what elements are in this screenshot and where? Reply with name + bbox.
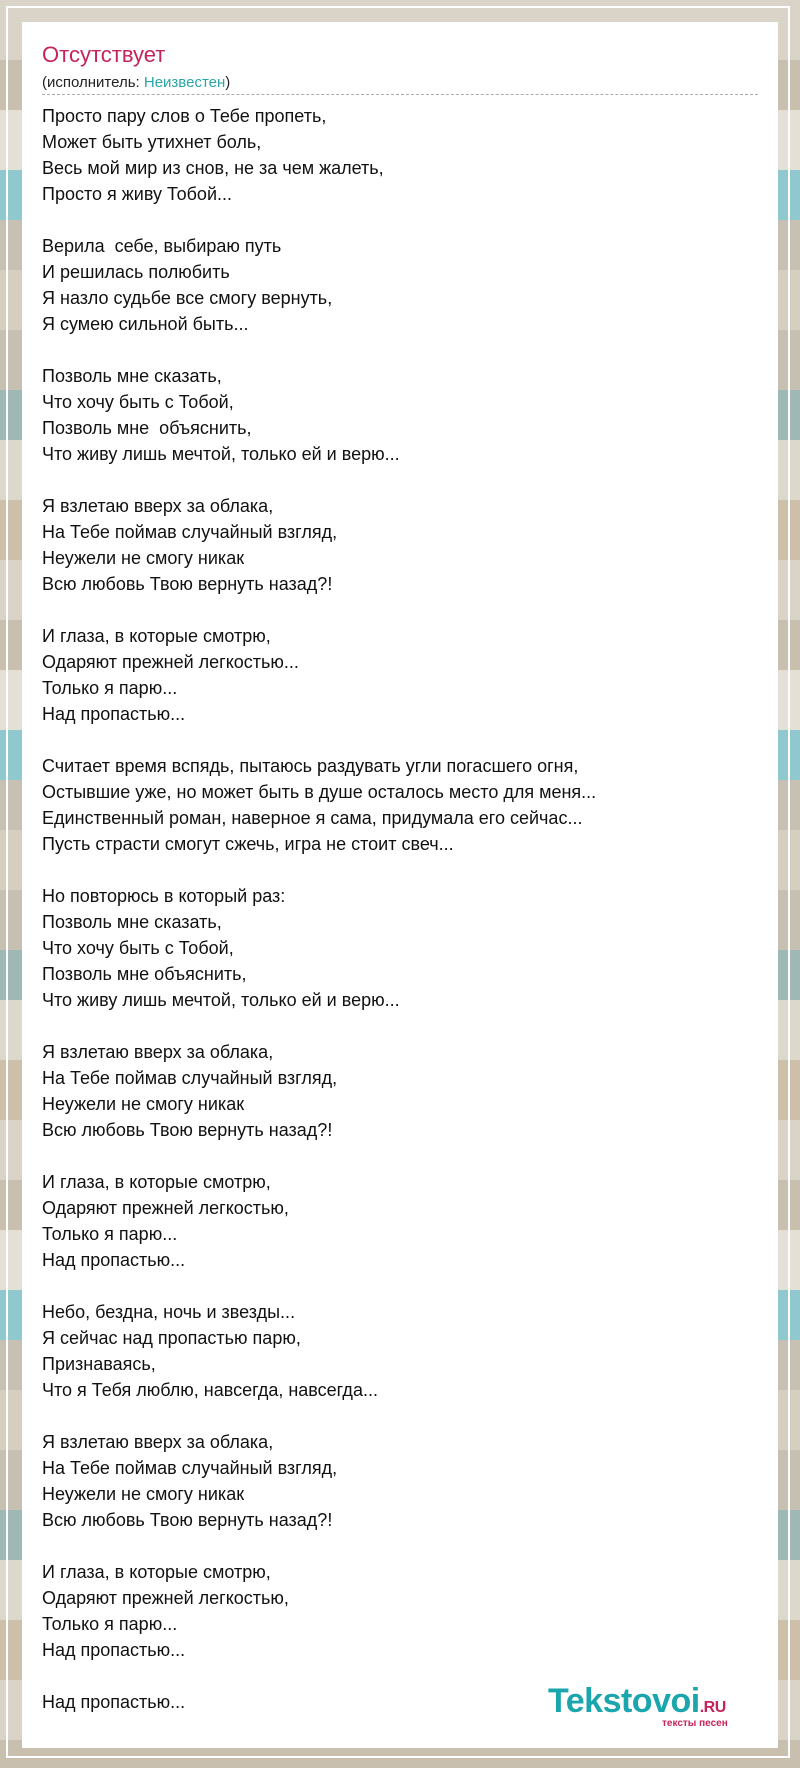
artist-prefix: (исполнитель: [42,74,144,91]
song-title: Отсутствует [42,42,166,67]
lyric-line: И глаза, в которые смотрю, [42,1562,271,1582]
lyric-line: Просто пару слов о Тебе пропеть, [42,106,327,126]
lyric-line: На Тебе поймав случайный взгляд, [42,522,338,542]
stanza-gap [42,727,758,753]
lyric-line: Неужели не смогу никак [42,1094,245,1114]
lyric-line: Одаряют прежней легкостью, [42,1588,289,1608]
lyric-line: Позволь мне объяснить, [42,964,247,984]
lyric-line: Одаряют прежней легкостью, [42,1198,289,1218]
lyric-line: Всю любовь Твою вернуть назад?! [42,1510,333,1530]
lyric-line: И глаза, в которые смотрю, [42,1172,271,1192]
lyric-line: Над пропастью... [42,1692,186,1712]
artist-suffix: ) [225,74,231,91]
lyric-line: Единственный роман, наверное я сама, придумала его сейчас... [42,808,583,828]
stanza-gap [42,1013,758,1039]
lyric-line: Я сейчас над пропастью парю, [42,1328,301,1348]
lyric-line: Что живу лишь мечтой, только ей и верю... [42,444,400,464]
lyric-line: Только я парю... [42,1614,178,1634]
lyric-line: Верила себе, выбираю путь [42,236,282,256]
lyric-line: И глаза, в которые смотрю, [42,626,271,646]
lyric-line: Может быть утихнет боль, [42,132,262,152]
lyric-line: На Тебе поймав случайный взгляд, [42,1458,338,1478]
stanza-gap [42,207,758,233]
lyric-line: Только я парю... [42,678,178,698]
lyric-line: Неужели не смогу никак [42,548,245,568]
lyric-line: Неужели не смогу никак [42,1484,245,1504]
lyric-line: Я взлетаю вверх за облака, [42,496,274,516]
lyric-line: Признаваясь, [42,1354,156,1374]
lyric-line: Я взлетаю вверх за облака, [42,1042,274,1062]
lyrics-card [22,22,778,1748]
artist-line [42,74,230,92]
stanza-gap [42,1533,758,1559]
lyric-line: Я назло судьбе все смогу вернуть, [42,288,333,308]
stanza-gap [42,597,758,623]
stanza-gap [42,337,758,363]
stanza-gap [42,857,758,883]
lyric-line: Всю любовь Твою вернуть назад?! [42,1120,333,1140]
lyric-line: Просто я живу Тобой... [42,184,233,204]
stanza-gap [42,1143,758,1169]
stanza-gap [42,1403,758,1429]
logo-brand: Tekstovoi [548,1682,700,1720]
lyric-line: На Тебе поймав случайный взгляд, [42,1068,338,1088]
lyric-line: Что хочу быть с Тобой, [42,938,234,958]
lyric-line: Всю любовь Твою вернуть назад?! [42,574,333,594]
lyric-line: Считает время вспядь, пытаюсь раздувать угли погасшего огня, [42,756,579,776]
artist-link[interactable]: Неизвестен [143,74,226,91]
lyric-line: Я сумею сильной быть... [42,314,249,334]
lyric-line: Одаряют прежней легкостью... [42,652,299,672]
lyric-line: Позволь мне сказать, [42,366,222,386]
lyric-line: Я взлетаю вверх за облака, [42,1432,274,1452]
lyric-line: Позволь мне сказать, [42,912,222,932]
site-logo [548,1684,778,1744]
lyric-line: Над пропастью... [42,704,186,724]
lyric-line: Что живу лишь мечтой, только ей и верю... [42,990,400,1010]
lyric-line: Остывшие уже, но может быть в душе осталось место для меня... [42,782,597,802]
lyric-line: Пусть страсти смогут сжечь, игра не стоит свеч... [42,834,454,854]
lyric-line: Небо, бездна, ночь и звезды... [42,1302,296,1322]
lyric-line: Что я Тебя люблю, навсегда, навсегда... [42,1380,378,1400]
lyric-line: Позволь мне объяснить, [42,418,252,438]
lyric-line: Над пропастью... [42,1640,186,1660]
lyric-line: Над пропастью... [42,1250,186,1270]
lyric-line: Только я парю... [42,1224,178,1244]
lyric-line: Весь мой мир из снов, не за чем жалеть, [42,158,384,178]
lyric-line: И решилась полюбить [42,262,230,282]
title-divider [42,94,758,95]
lyrics-text [42,103,758,1715]
stanza-gap [42,1273,758,1299]
logo-tagline: тексты песен [662,1718,728,1729]
lyric-line: Что хочу быть с Тобой, [42,392,234,412]
lyric-line: Но повторюсь в который раз: [42,886,286,906]
stanza-gap [42,467,758,493]
logo-tld: .RU [699,1699,726,1716]
